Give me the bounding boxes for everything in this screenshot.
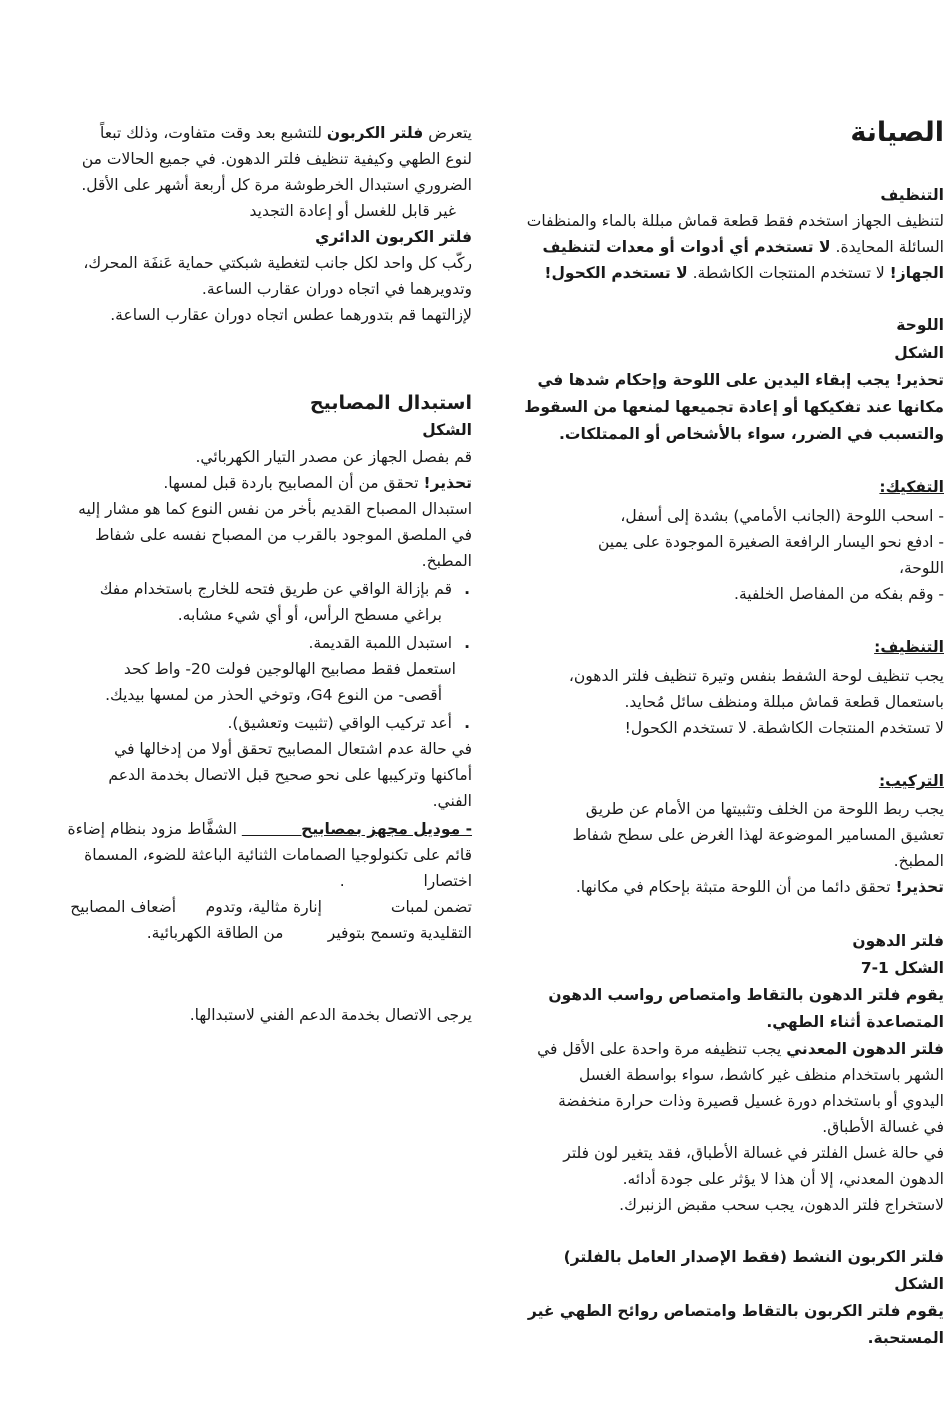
warning-label: تحذير! <box>895 878 944 896</box>
saturation-line: غير قابل للغسل أو إعادة التجديد <box>249 202 456 220</box>
grease-line: في حالة غسل الفلتر في غسالة الأطباق، فقد يتغير لون فلتر <box>563 1144 944 1162</box>
grease-line: في غسالة الأطباق. <box>822 1118 944 1136</box>
text-span: تحقق دائما من أن اللوحة متبثة بإحكام في مكانها. <box>575 878 891 896</box>
round-filter-heading: فلتر الكربون الدائري <box>315 228 472 246</box>
panel-warning-line: تحذير! يجب إبقاء اليدين على اللوحة وإحكام شدها في <box>537 371 944 389</box>
text-span: يتعرض <box>428 124 472 142</box>
lamp-replacement-heading: استبدال المصابيح <box>309 392 472 414</box>
installation-heading: التركيب: <box>878 772 944 790</box>
led-model-label: - موديل مجهز بمصابيح <box>241 820 472 838</box>
cleaning2-line: يجب تنظيف لوحة الشفط بنفس وتيرة تنظيف فلتر الدهون، <box>568 667 944 685</box>
failure-line: أماكنها وتركيبها على نحو صحيح قبل الاتصال بخدمة الدعم <box>108 766 472 784</box>
text-span: تحقق من أن المصابيح باردة قبل لمسها. <box>163 474 419 492</box>
bold-warning-span: الجهاز! <box>889 264 944 282</box>
failure-line: في حالة عدم اشتعال المصابيح تحقق أولا من إدخالها في <box>114 740 472 758</box>
installation-line: تعشيق المسامير الموضوعة لهذا الغرض على سطح شفاط <box>572 826 944 844</box>
lamp-line: في الملصق الموجود بالقرب من المصباح نفسه على شفاط <box>95 526 472 544</box>
lamp-line: استبدال المصباح القديم بأخر من نفس النوع كما هو مشار إليه <box>78 500 472 518</box>
cleaning2-line: باستعمال قطعة قماش مبللة ومنظف سائل مُحايد. <box>624 693 944 711</box>
grease-line: لاستخراج فلتر الدهون، يجب سحب مقبض الزنبرك. <box>619 1196 944 1214</box>
grease-figure-label: الشكل 1-7 <box>860 959 944 977</box>
saturation-line: لنوع الطهي وكيفية تنظيف فلتر الدهون. في جميع الحالات من <box>81 150 472 168</box>
panel-warning-line: والتسبب في الضرر، سواء بالأشخاص أو الممتلكات. <box>559 425 944 443</box>
lamp-step-cont: استعمل فقط مصابيح الهالوجين فولت 20- واط كحد <box>123 660 456 678</box>
step-text: أعد تركيب الواقي (تثبيت وتعشيق). <box>227 714 452 732</box>
failure-line: الفني. <box>432 792 472 810</box>
text-span: لا تستخدم المنتجات الكاشطة. <box>692 264 885 282</box>
installation-line: المطبخ. <box>893 852 944 870</box>
lamp-step-cont: أقصى- من النوع G4، وتوخي الحذر من لمسها بيديك. <box>105 686 442 704</box>
bold-span: فلتر الكربون <box>326 124 424 142</box>
grease-filter-heading: فلتر الدهون <box>852 932 944 950</box>
text-span: الشفَّاط مزود بنظام إضاءة <box>67 820 237 838</box>
installation-line: يجب ربط اللوحة من الخلف وتثبيتها من الأمام عن طريق <box>585 800 944 818</box>
installation-line <box>504 876 944 898</box>
disassembly-step: - وقم بفكه من المفاصل الخلفية. <box>734 585 944 603</box>
support-line: يرجى الاتصال بخدمة الدعم الفني لاستبدالها. <box>189 1006 472 1024</box>
bold-warning-span: لا تستخدم أي أدوات أو معدات لتنظيف <box>542 238 831 256</box>
lamp-line: قم بفصل الجهاز عن مصدر التيار الكهربائي. <box>195 448 472 466</box>
carbon-figure-label: الشكل <box>894 1275 944 1293</box>
panel-figure-label: الشكل <box>894 344 944 362</box>
lamp-step-cont: براغي مسطح الرأس، أو أي شيء مشابه. <box>177 606 442 624</box>
grease-line: الدهون المعدني، إلا أن هذا لا يؤثر على جودة أدائه. <box>622 1170 944 1188</box>
cleaning-text-line: لتنظيف الجهاز استخدم فقط قطعة قماش مبللة بالماء والمنظفات <box>526 212 944 230</box>
cleaning2-line: لا تستخدم المنتجات الكاشطة. لا تستخدم الكحول! <box>624 719 944 737</box>
text-span: يجب تنظيفه مرة واحدة على الأقل في <box>537 1040 782 1058</box>
led-line: قائم على تكنولوجيا الصمامات الثنائية الباعثة للضوء، المسماة <box>84 846 472 864</box>
bold-warning-span: لا تستخدم الكحول! <box>544 264 688 282</box>
led-line <box>32 818 472 840</box>
saturation-line <box>32 122 472 144</box>
led-line: تضمن لمبات إنارة مثالية، وتدوم أضعاف المصابيح <box>70 898 472 916</box>
warning-label: تحذير! <box>423 474 472 492</box>
grease-line <box>504 1038 944 1060</box>
bullet-mark: . <box>464 580 470 598</box>
step-text: استبدل اللمبة القديمة. <box>308 634 452 652</box>
grease-line: الشهر باستخدام منظف غير كاشط، سواء بواسطة الغسل <box>579 1066 944 1084</box>
disassembly-step: - ادفع نحو اليسار الرافعة الصغيرة الموجودة على يمين <box>598 533 944 551</box>
text-span: السائلة المحايدة. <box>835 238 944 256</box>
round-filter-line: لإزالتهما قم بتدورهما عطس اتجاه دوران عقارب الساعة. <box>110 306 472 324</box>
lamp-figure-label: الشكل <box>422 421 472 439</box>
led-line: اختصارا . <box>339 872 472 890</box>
grease-bold-line: المتصاعدة أثناء الطهي. <box>766 1013 944 1031</box>
carbon-filter-heading: فلتر الكربون النشط (فقط الإصدار العامل بالفلتر) <box>563 1248 944 1266</box>
step-text: قم بإزالة الواقي عن طريق فتحه للخارج باستخدام مفك <box>99 580 452 598</box>
cleaning-text-line <box>504 236 944 258</box>
round-filter-line: وتدويرهما في اتجاه دوران عقارب الساعة. <box>201 280 472 298</box>
text-span: للتشبع بعد وقت متفاوت، وذلك تبعاً <box>100 124 322 142</box>
carbon-bold-line: المستحبة. <box>867 1329 944 1347</box>
carbon-bold-line: يقوم فلتر الكربون بالتقاط وامتصاص روائح الطهي غير <box>527 1302 944 1320</box>
round-filter-line: ركّب كل واحد لكل جانب لتغطية شبكتي حماية عَنفَة المحرك، <box>83 254 472 272</box>
saturation-line: الضروري استبدال الخرطوشة مرة كل أربعة أشهر على الأقل. <box>81 176 472 194</box>
disassembly-step: - اسحب اللوحة (الجانب الأمامي) بشدة إلى أسفل، <box>620 507 944 525</box>
disassembly-heading: التفكيك: <box>879 478 944 496</box>
cleaning-text-line <box>504 262 944 284</box>
lamp-line <box>32 472 472 494</box>
disassembly-step: اللوحة، <box>898 559 944 577</box>
led-line: التقليدية وتسمح بتوفير من الطاقة الكهربائية. <box>146 924 472 942</box>
panel-heading: اللوحة <box>896 316 944 334</box>
cleaning-heading: التنظيف <box>880 186 944 204</box>
bullet-mark: . <box>464 714 470 732</box>
bullet-mark: . <box>464 634 470 652</box>
bold-span: فلتر الدهون المعدني <box>786 1040 944 1058</box>
cleaning2-heading: التنظيف: <box>874 638 944 656</box>
panel-warning-line: مكانها عند تفكيكها أو إعادة تجميعها لمنعها من السقوط <box>524 398 944 416</box>
lamp-line: المطبخ. <box>421 552 472 570</box>
page-title: الصيانة <box>850 117 944 148</box>
grease-bold-line: يقوم فلتر الدهون بالتقاط وامتصاص رواسب الدهون <box>548 986 944 1004</box>
grease-line: اليدوي أو باستخدام دورة غسيل قصيرة وذات حرارة منخفضة <box>558 1092 944 1110</box>
